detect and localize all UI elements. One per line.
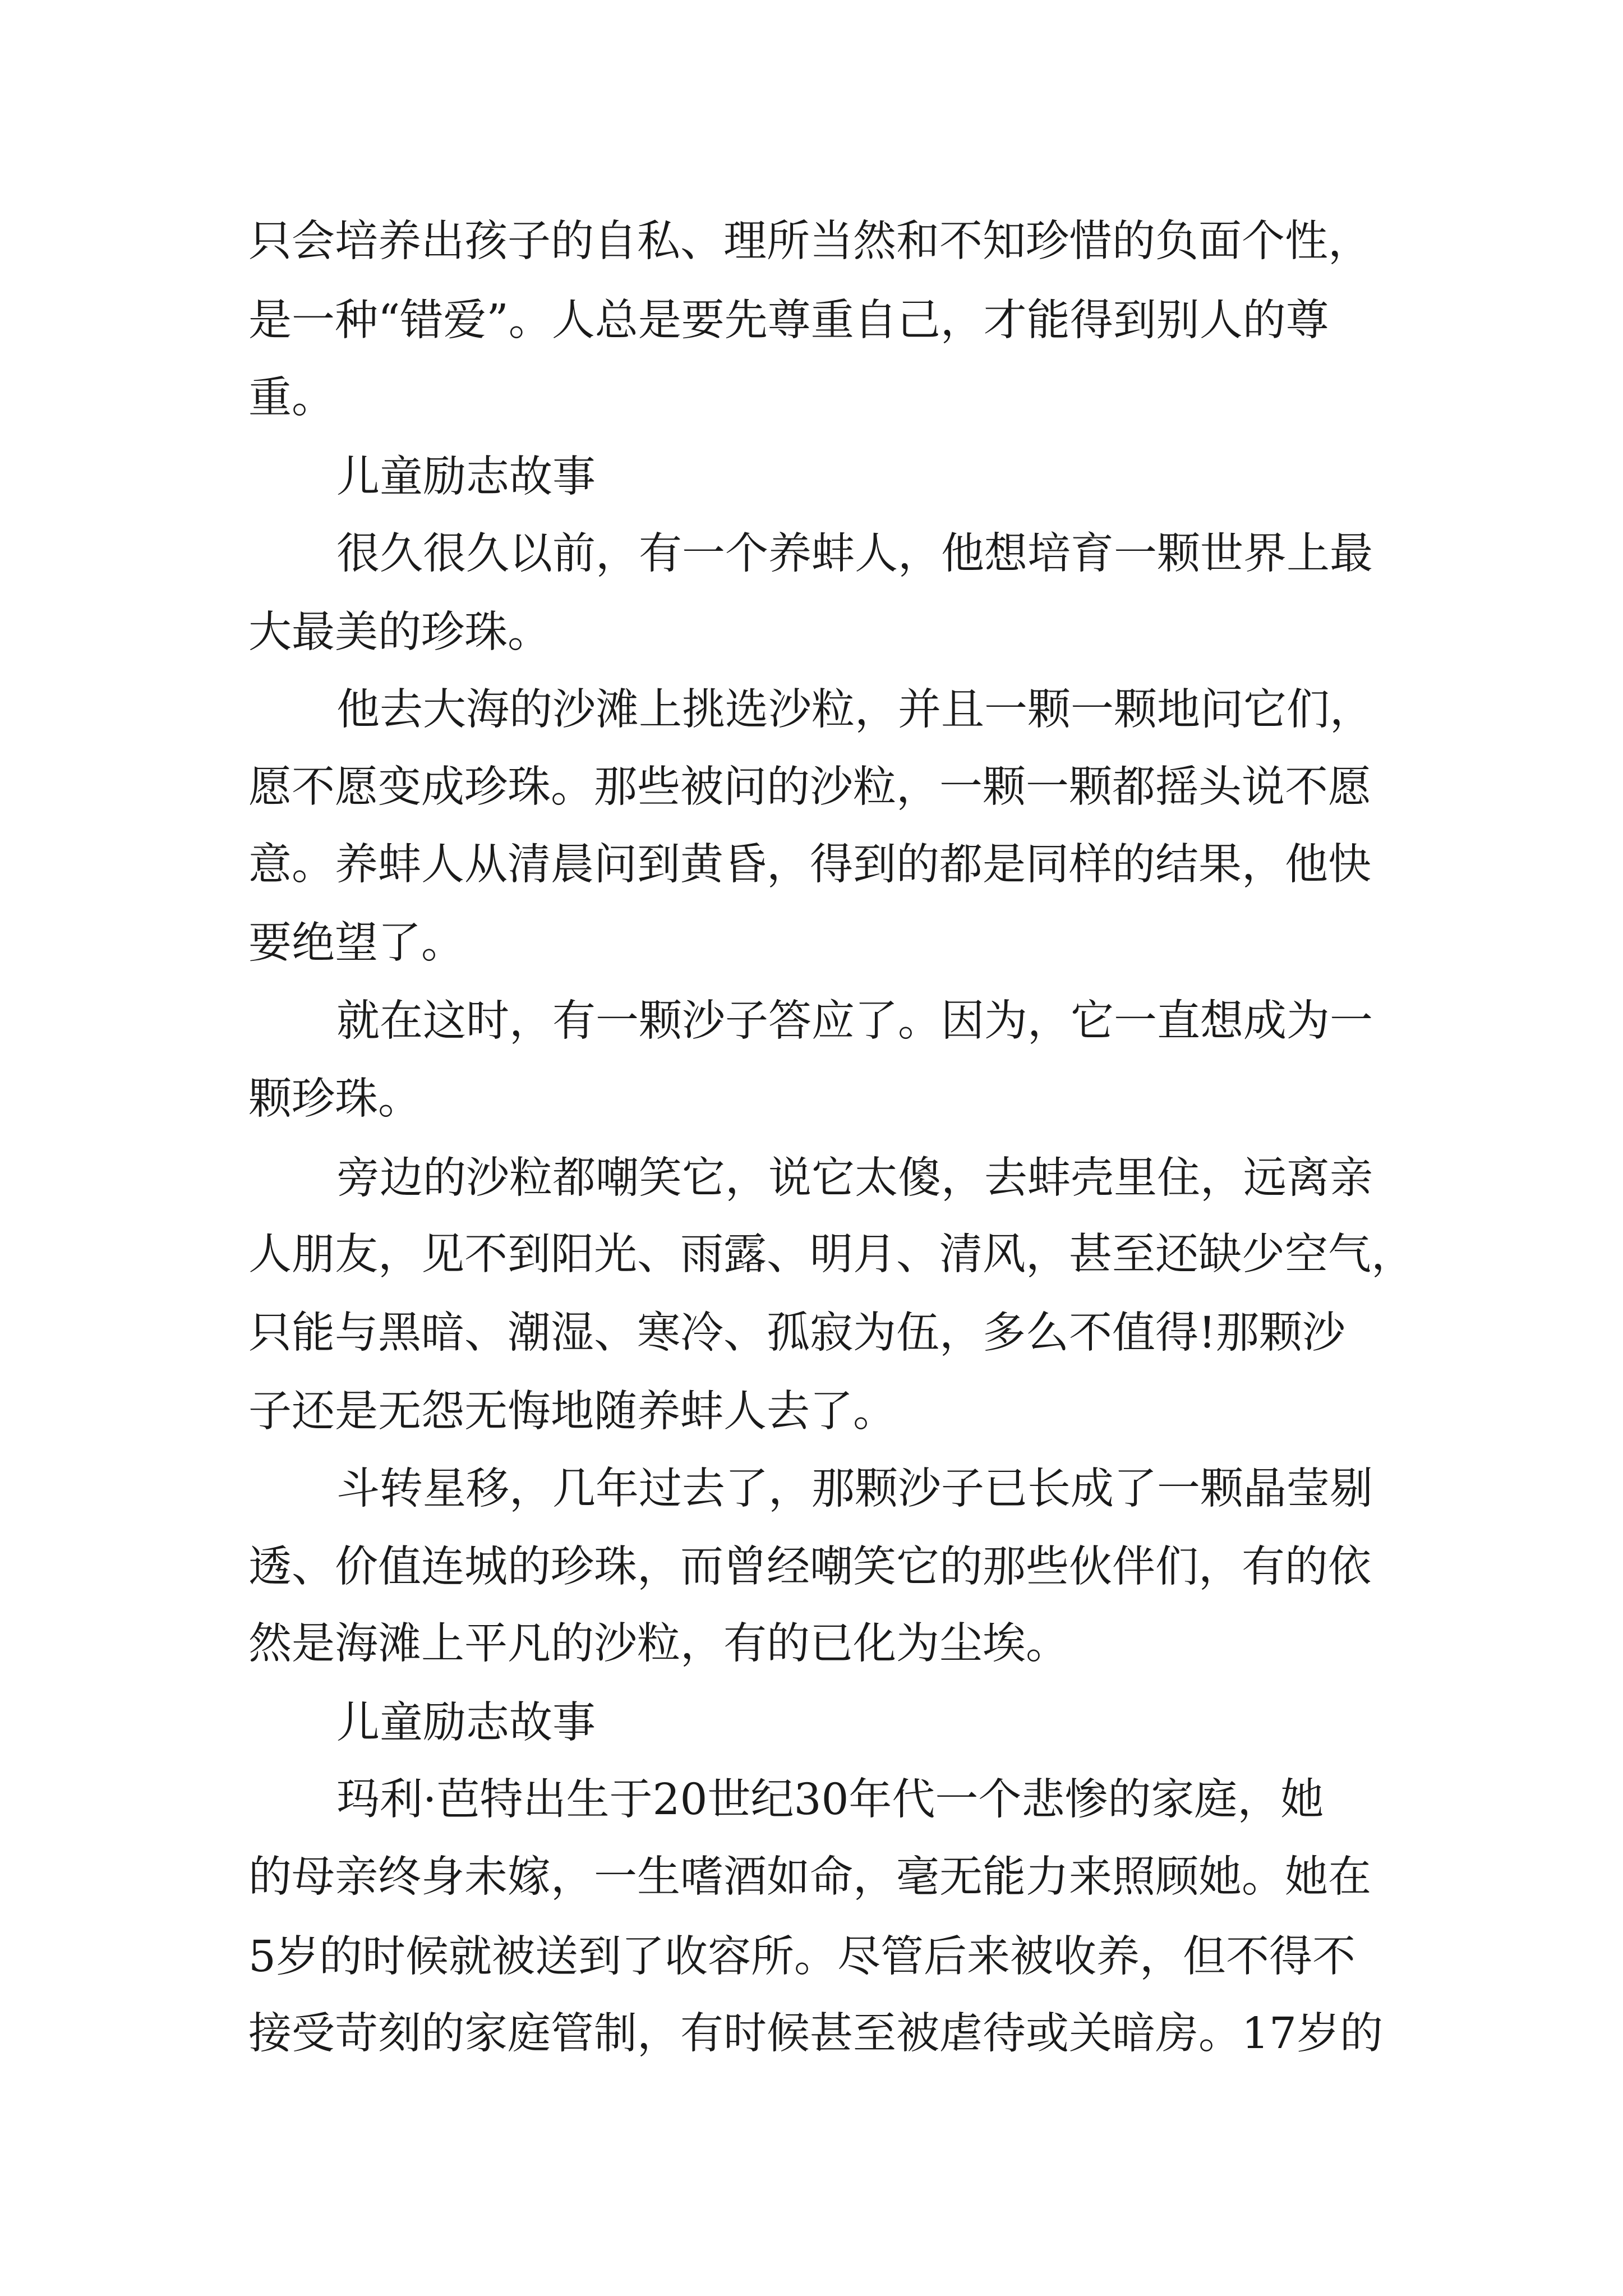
text-line: 玛利·芭特出生于20世纪30年代一个悲惨的家庭，她 bbox=[336, 1775, 1324, 1825]
text-line: 的母亲终身未嫁，一生嗜酒如命，毫无能力来照顾她。她在 bbox=[248, 1852, 1371, 1902]
text-line: 意。养蚌人从清晨问到黄昏，得到的都是同样的结果，他快 bbox=[248, 840, 1371, 890]
text-line: 大最美的珍珠。 bbox=[248, 608, 551, 657]
text-line: 只能与黑暗、潮湿、寒冷、孤寂为伍，多么不值得!那颗沙 bbox=[248, 1308, 1345, 1358]
text-line: 人朋友，见不到阳光、雨露、明月、清风，甚至还缺少空气， bbox=[248, 1230, 1414, 1280]
text-line: 愿不愿变成珍珠。那些被问的沙粒，一颗一颗都摇头说不愿 bbox=[248, 762, 1371, 812]
text-line: 要绝望了。 bbox=[248, 918, 464, 968]
text-line: 就在这时，有一颗沙子答应了。因为，它一直想成为一 bbox=[336, 996, 1373, 1046]
text-line: 他去大海的沙滩上挑选沙粒，并且一颗一颗地问它们， bbox=[336, 685, 1373, 735]
text-line: 接受苛刻的家庭管制，有时候甚至被虐待或关暗房。17岁的 bbox=[248, 2009, 1383, 2059]
text-line: 是一种“错爱”。人总是要先尊重自己，才能得到别人的尊 bbox=[248, 296, 1329, 346]
text-line: 子还是无怨无悔地随养蚌人去了。 bbox=[248, 1387, 896, 1437]
section-heading: 儿童励志故事 bbox=[336, 452, 596, 502]
text-line: 颗珍珠。 bbox=[248, 1074, 421, 1124]
text-line: 旁边的沙粒都嘲笑它，说它太傻，去蚌壳里住，远离亲 bbox=[336, 1153, 1373, 1203]
text-line: 很久很久以前，有一个养蚌人，他想培育一颗世界上最 bbox=[336, 529, 1373, 579]
text-line: 5岁的时候就被送到了收容所。尽管后来被收养，但不得不 bbox=[248, 1932, 1355, 1982]
text-line: 重。 bbox=[248, 373, 335, 423]
text-line: 斗转星移，几年过去了，那颗沙子已长成了一颗晶莹剔 bbox=[336, 1464, 1373, 1514]
section-heading: 儿童励志故事 bbox=[336, 1698, 596, 1748]
text-line: 然是海滩上平凡的沙粒，有的已化为尘埃。 bbox=[248, 1619, 1069, 1669]
text-line: 只会培养出孩子的自私、理所当然和不知珍惜的负面个性， bbox=[248, 217, 1371, 266]
text-line: 透、价值连城的珍珠，而曾经嘲笑它的那些伙伴们，有的依 bbox=[248, 1542, 1371, 1592]
